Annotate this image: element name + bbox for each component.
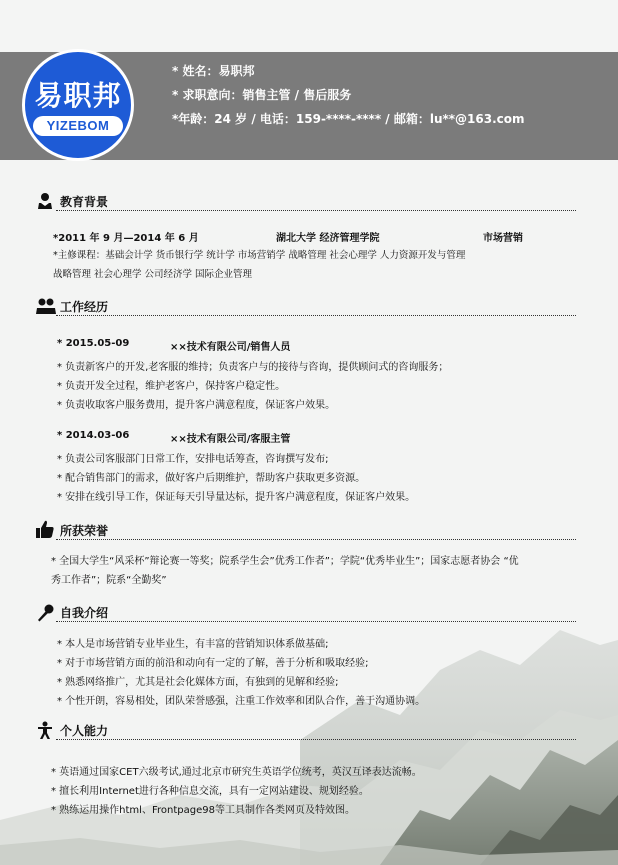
education-courses-1: *主修课程：基础会计学 货币银行学 统计学 市场营销学 战略管理 社会心理学 人力资源开发与管理: [53, 250, 466, 261]
skills-item-1: * 英语通过国家CET六级考试,通过北京市研究生英语学位统考，英汉互译表达流畅。: [51, 767, 422, 778]
intro-item-3: * 熟悉网络推广，尤其是社会化媒体方面，有独到的见解和经验;: [57, 677, 339, 688]
header-name: * 姓名：易职邦: [172, 64, 255, 78]
microphone-icon: [36, 604, 54, 622]
honors-line-1: * 全国大学生“风采杯”辩论赛一等奖；院系学生会”优秀工作者”；学院“优秀毕业生”；国家志愿者协会 “优: [51, 556, 519, 567]
section-title-skills: 个人能力: [60, 724, 109, 738]
job-1-date: * 2015.05-09: [57, 338, 130, 349]
job-1-company: ××技术有限公司/销售人员: [170, 342, 291, 353]
job-2-item-2: * 配合销售部门的需求，做好客户后期维护，帮助客户获取更多资源。: [57, 473, 366, 484]
job-2-item-3: * 安排在线引导工作，保证每天引导量达标，提升客户满意程度，保证客户效果。: [57, 492, 416, 503]
job-2-company: ××技术有限公司/客服主管: [170, 434, 291, 445]
divider-intro: [56, 621, 576, 622]
intro-item-4: * 个性开朗，容易相处，团队荣誉感强，注重工作效率和团队合作，善于沟通协调。: [57, 696, 426, 707]
job-1-item-3: * 负责收取客户服务费用，提升客户满意程度，保证客户效果。: [57, 400, 336, 411]
divider-education: [56, 210, 576, 211]
section-title-work: 工作经历: [60, 300, 109, 314]
top-band: [0, 0, 618, 52]
education-courses-2: 战略管理 社会心理学 公司经济学 国际企业管理: [53, 269, 253, 280]
thumbs-up-icon: [36, 520, 54, 538]
education-school: 湖北大学 经济管理学院: [276, 233, 380, 244]
logo-english-text: YIZEBOM: [33, 116, 123, 136]
people-icon: [36, 296, 56, 314]
job-2-item-1: * 负责公司客服部门日常工作，安排电话筹查，咨询撰写发布;: [57, 454, 329, 465]
job-2-date: * 2014.03-06: [57, 430, 130, 441]
job-1-item-1: * 负责新客户的开发,老客服的维持；负责客户与的接待与咨询，提供顾问式的咨询服务；: [57, 362, 449, 373]
skills-item-2: * 擅长利用Internet进行各种信息交流，具有一定网站建设、规划经验。: [51, 786, 369, 797]
skills-item-3: * 熟练运用操作html、Frontpage98等工具制作各类网页及特效图。: [51, 805, 355, 816]
intro-item-2: * 对于市场营销方面的前沿和动向有一定的了解，善于分析和吸取经验;: [57, 658, 369, 669]
honors-line-2: 秀工作者”；院系“全勤奖”: [51, 575, 167, 586]
divider-honors: [56, 539, 576, 540]
section-title-education: 教育背景: [60, 195, 109, 209]
divider-work: [56, 315, 576, 316]
education-major: 市场营销: [483, 233, 523, 244]
logo-chinese-text: 易职邦: [34, 79, 122, 112]
education-period: *2011 年 9 月—2014 年 6 月: [53, 233, 199, 244]
section-title-intro: 自我介绍: [60, 606, 109, 620]
section-title-honors: 所获荣誉: [60, 524, 109, 538]
graduate-icon: [36, 191, 54, 209]
logo-badge: [22, 49, 134, 161]
job-1-item-2: * 负责开发全过程，维护老客户，保持客户稳定性。: [57, 381, 286, 392]
divider-skills: [56, 739, 576, 740]
header-objective: * 求职意向：销售主管 / 售后服务: [172, 88, 352, 102]
intro-item-1: * 本人是市场营销专业毕业生，有丰富的营销知识体系做基础;: [57, 639, 329, 650]
header-contact: *年龄：24 岁 / 电话：159-****-**** / 邮箱：lu**@163.com: [172, 112, 525, 126]
person-icon: [36, 721, 54, 739]
